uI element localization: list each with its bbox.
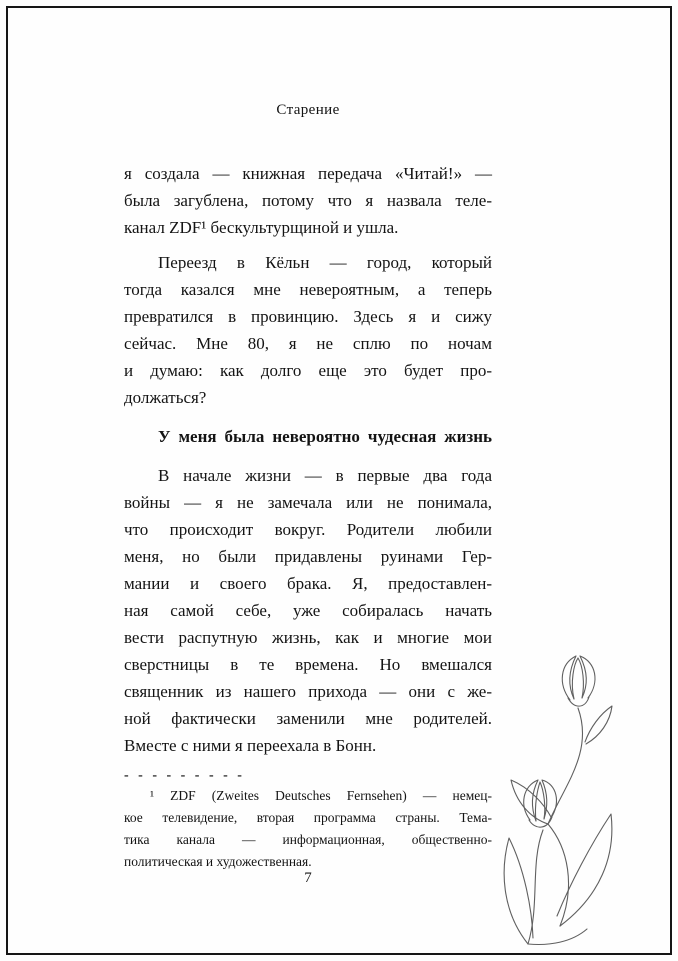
text-line: что происходит вокруг. Родители любили <box>124 520 492 539</box>
text-line: сверстницы в те времена. Но вмешался <box>124 655 492 674</box>
text-line: Переезд в Кёльн — город, который <box>158 253 492 272</box>
text-line: священник из нашего прихода — они с же- <box>124 682 492 701</box>
text-line: тогда казался мне невероятным, а теперь <box>124 280 492 299</box>
text-line: вести распутную жизнь, как и многие мои <box>124 628 492 647</box>
footnote <box>124 767 492 873</box>
text-column <box>124 160 492 873</box>
text-line: была загублена, потому что я назвала теле- <box>124 191 492 210</box>
footnote-line: кое телевидение, вторая программа страны. Тема- <box>124 810 492 825</box>
text-line: канал ZDF¹ бескультурщиной и ушла. <box>124 218 399 237</box>
flower-illustration <box>490 652 658 950</box>
text-line: я создала — книжная передача «Читай!» — <box>124 164 492 183</box>
text-line: должаться? <box>124 388 207 407</box>
footnote-line: политическая и художественная. <box>124 854 312 869</box>
text-line: мании и своего брака. Я, предоставлен- <box>124 574 492 593</box>
text-line: Вместе с ними я переехала в Бонн. <box>124 736 377 755</box>
text-line: войны — я не замечала или не понимала, <box>124 493 492 512</box>
text-line: В начале жизни — в первые два года <box>158 466 492 485</box>
section-heading <box>124 423 492 450</box>
text-line: и думаю: как долго еще это будет про- <box>124 361 492 380</box>
paragraph <box>124 160 492 241</box>
text-line: сейчас. Мне 80, я не сплю по ночам <box>124 334 492 353</box>
running-header: Старение <box>276 102 340 118</box>
text-line: ной фактически заменили мне родителей. <box>124 709 492 728</box>
footnote-line: ¹ ZDF (Zweites Deutsches Fernsehen) — немец- <box>150 788 492 803</box>
paragraph <box>124 462 492 759</box>
page-number: 7 <box>304 870 312 886</box>
text-line: превратился в провинцию. Здесь я и сижу <box>124 307 492 326</box>
paragraph <box>124 249 492 411</box>
text-line: У меня была невероятно чудесная жизнь <box>158 427 492 446</box>
text-line: ная самой себе, уже собиралась начать <box>124 601 492 620</box>
text-line: меня, но были придавлены руинами Гер- <box>124 547 492 566</box>
footnote-separator: - - - - - - - - - <box>124 768 245 783</box>
footnote-line: тика канала — информационная, общественно- <box>124 832 492 847</box>
